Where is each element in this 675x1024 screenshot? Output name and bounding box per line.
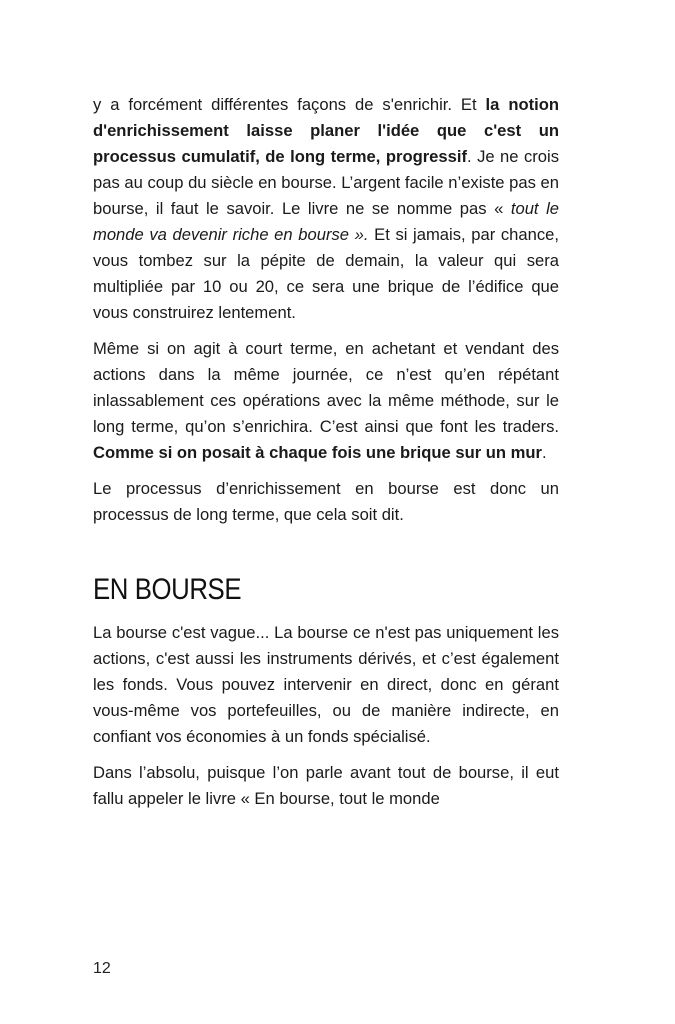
page-body	[93, 92, 559, 822]
paragraph	[93, 760, 559, 812]
text-run: La bourse c'est vague... La bourse ce n'est pas uniquement les actions, c'est aussi les instruments dérivés, et c’est également les fonds. Vous pouvez intervenir en direct, donc en gérant vous-même vos portefeuilles, ou de manière indirecte, en confiant vos économies à un fonds spécialisé.	[93, 623, 559, 746]
bold-text: Comme si on posait à chaque fois une brique sur un mur	[93, 443, 543, 462]
text-run: . Je ne crois pas au coup du siècle en bourse. L’argent facile n’existe pas en bourse, il faut le savoir. Le livre ne se nomme pas «	[93, 147, 559, 218]
paragraph	[93, 92, 559, 326]
text-run: Le processus d’enrichissement en bourse est donc un processus de long terme, que cela soit dit.	[93, 479, 559, 524]
paragraph	[93, 336, 559, 466]
section-heading: EN BOURSE	[93, 573, 242, 606]
text-run: Même si on agit à court terme, en achetant et vendant des actions dans la même journée, ce n’est qu’en répétant inlassablement ces opérations avec la même méthode, sur le long terme, qu’on s’enrichira. C’est ainsi que font les traders.	[93, 339, 559, 436]
paragraph	[93, 620, 559, 750]
text-run: y a forcément différentes façons de s'enrichir. Et	[93, 95, 486, 114]
text-run: Dans l’absolu, puisque l’on parle avant tout de bourse, il eut fallu appeler le livre « En bourse, tout le monde	[93, 763, 559, 808]
bold-text: la notion d'enrichissement laisse planer l'idée que c'est un processus cumulatif, de long terme, progressif	[93, 95, 559, 166]
body-text-bottom	[93, 620, 559, 812]
italic-text: tout le monde va devenir riche en bourse ».	[93, 199, 559, 244]
paragraph	[93, 476, 559, 528]
text-run: Et si jamais, par chance, vous tombez sur la pépite de demain, la valeur qui sera multipliée par 10 ou 20, ce sera une brique de l’édifice que vous construirez lentement.	[93, 225, 559, 322]
text-run: .	[542, 443, 547, 462]
page-number: 12	[93, 960, 111, 977]
body-text-top	[93, 92, 559, 528]
